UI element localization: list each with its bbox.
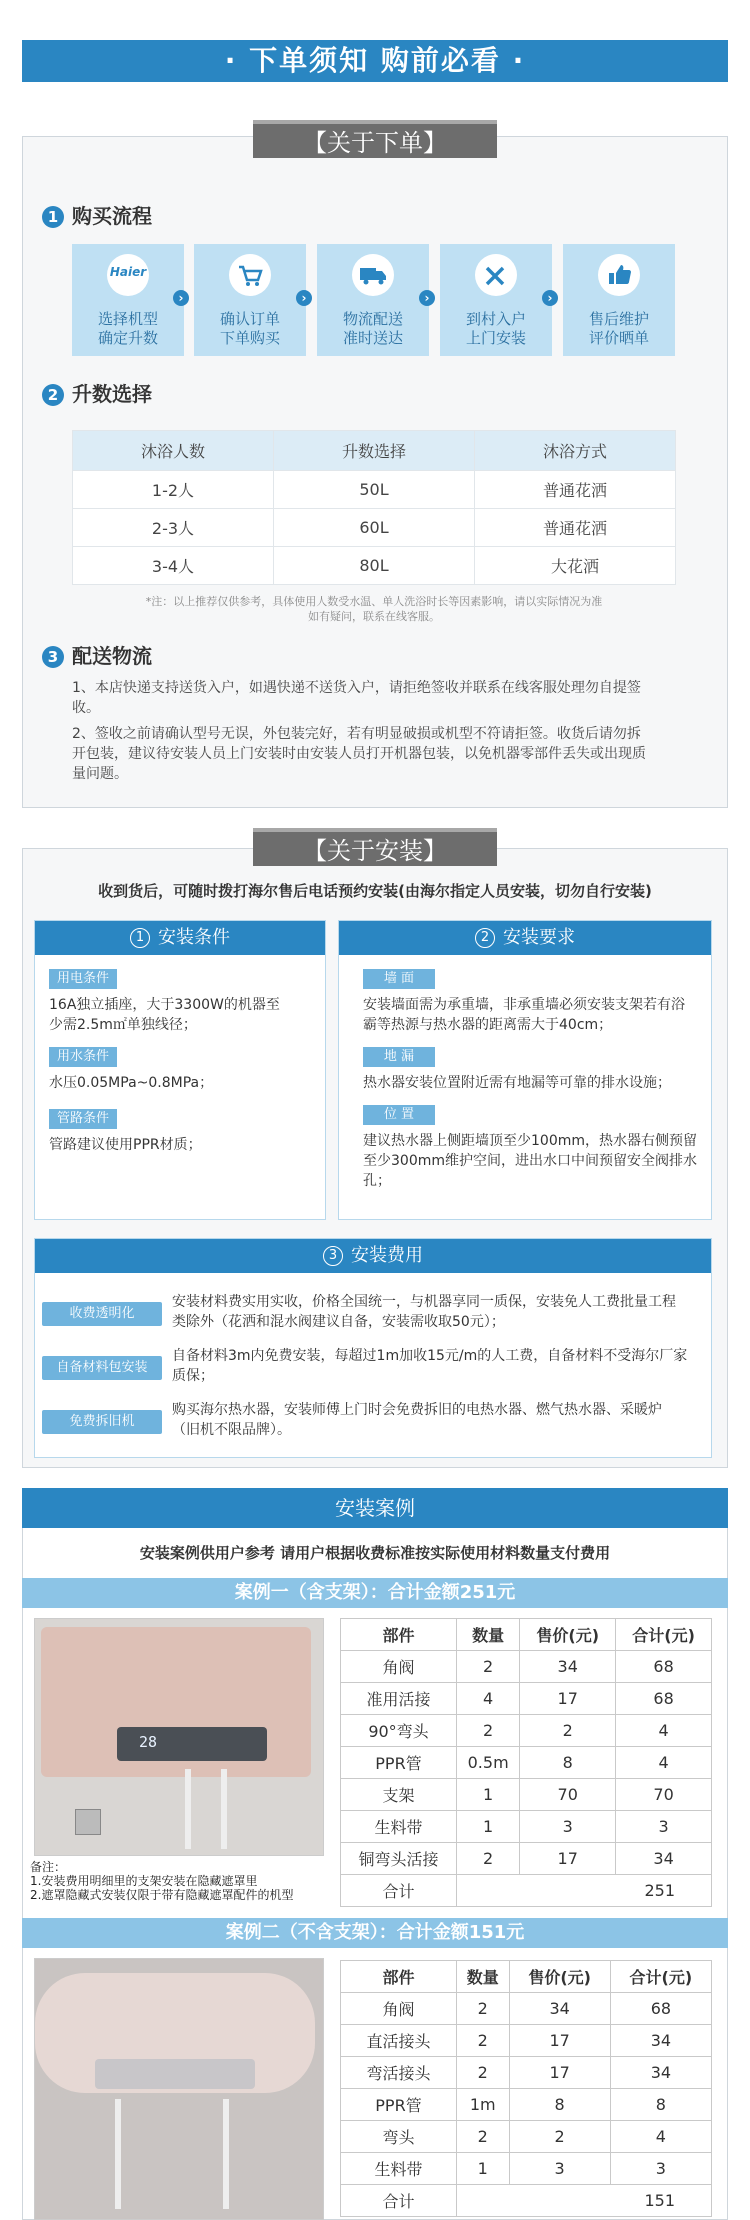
case2-title-bar: 案例二（不含支架）：合计金额151元 xyxy=(22,1918,728,1948)
chevron-right-icon: › xyxy=(419,290,435,306)
install-tab-title: 【关于安装】 xyxy=(253,828,497,866)
cases-lead: 安装案例供用户参考 请用户根据收费标准按实际使用材料数量支付费用 xyxy=(139,1544,611,1562)
step-label: 物流配送 xyxy=(342,310,403,328)
section-purchase-flow xyxy=(42,204,152,228)
fee-text: 购买海尔热水器，安装师傅上门时会免费拆旧的电热水器、燃气热水器、采暖炉（旧机不限品牌）。 xyxy=(172,1402,662,1438)
step-label: 到村入户 xyxy=(465,310,526,328)
table-cell: 2 xyxy=(457,2057,510,2089)
tools-icon xyxy=(475,254,517,296)
requirement-tag: 墙 面 xyxy=(363,969,435,989)
table-cell: 70 xyxy=(520,1779,616,1811)
chevron-right-icon: › xyxy=(173,290,189,306)
table-cell: PPR管 xyxy=(341,2089,457,2121)
table-row xyxy=(341,1779,712,1811)
section-number: 2 xyxy=(42,384,64,406)
total-value: 151 xyxy=(457,2185,712,2217)
section-number: 3 xyxy=(42,646,64,668)
table-cell: 3 xyxy=(509,2153,610,2185)
chevron-right-icon: › xyxy=(542,290,558,306)
haier-logo-text: Haier xyxy=(109,265,147,279)
requirement-text: 热水器安装位置附近需有地漏等可靠的排水设施； xyxy=(363,1075,671,1091)
table-row xyxy=(341,1747,712,1779)
total-row xyxy=(341,1875,712,1907)
fee-tag: 免费拆旧机 xyxy=(42,1410,162,1434)
column-header: 沐浴方式 xyxy=(475,431,676,471)
total-value: 251 xyxy=(457,1875,712,1907)
table-row xyxy=(341,2057,712,2089)
step-label: 确认订单 xyxy=(219,310,280,328)
card-header xyxy=(339,921,711,955)
table-header-row xyxy=(73,431,676,471)
table-cell: 2 xyxy=(457,2121,510,2153)
table-cell: 4 xyxy=(616,1747,712,1779)
section-title: 配送物流 xyxy=(72,644,152,668)
table-cell: 90°弯头 xyxy=(341,1715,457,1747)
table-cell: 4 xyxy=(616,1715,712,1747)
cart-icon xyxy=(229,254,271,296)
table-cell: 50L xyxy=(274,471,475,509)
card-header xyxy=(35,1239,711,1273)
table-row xyxy=(341,1715,712,1747)
table-cell: 1 xyxy=(457,1779,520,1811)
table-cell: 68 xyxy=(616,1651,712,1683)
case1-notes xyxy=(30,1860,340,1902)
section-delivery xyxy=(42,644,152,668)
install-requirements-card xyxy=(338,920,712,1220)
card-title: 安装要求 xyxy=(503,927,575,948)
delivery-text-2: 2、签收之前请确认型号无误，外包装完好，若有明显破损或机型不符请拒签。收货后请勿拆开包装，建议待安装人员上门安装时由安装人员打开机器包装，以免机器零部件丢失或出现质量问题。 xyxy=(72,726,646,782)
column-header: 部件 xyxy=(341,1619,457,1651)
table-cell: 大花洒 xyxy=(475,547,676,585)
step-label: 选择机型 xyxy=(97,310,158,328)
total-row xyxy=(341,2185,712,2217)
truck-icon xyxy=(352,254,394,296)
page-banner: · 下单须知 购前必看 · xyxy=(22,40,728,82)
table-cell: 1 xyxy=(457,1811,520,1843)
table-cell: 4 xyxy=(610,2121,711,2153)
section-number: 1 xyxy=(42,206,64,228)
table-cell: 2 xyxy=(457,1843,520,1875)
table-row xyxy=(73,547,676,585)
volume-note xyxy=(72,594,676,624)
table-row xyxy=(341,1993,712,2025)
card-number: 3 xyxy=(323,1246,343,1266)
card-title: 安装条件 xyxy=(158,927,230,948)
table-cell: 34 xyxy=(616,1843,712,1875)
table-cell: 60L xyxy=(274,509,475,547)
step-after-sales xyxy=(563,244,675,356)
table-cell: 8 xyxy=(520,1747,616,1779)
table-cell: 2 xyxy=(457,2025,510,2057)
column-header: 售价(元) xyxy=(509,1961,610,1993)
table-row xyxy=(341,1843,712,1875)
step-label: 上门安装 xyxy=(465,329,526,347)
table-cell: 17 xyxy=(509,2057,610,2089)
table-row xyxy=(341,2089,712,2121)
step-label: 准时送达 xyxy=(342,329,403,347)
table-cell: PPR管 xyxy=(341,1747,457,1779)
table-row xyxy=(341,2121,712,2153)
table-cell: 34 xyxy=(610,2025,711,2057)
table-cell: 4 xyxy=(457,1683,520,1715)
table-cell: 70 xyxy=(616,1779,712,1811)
column-header: 合计(元) xyxy=(616,1619,712,1651)
table-cell: 80L xyxy=(274,547,475,585)
note-line: 2.遮罩隐藏式安装仅限于带有隐藏遮罩配件的机型 xyxy=(30,1888,294,1902)
requirement-tag: 地 漏 xyxy=(363,1047,435,1067)
requirement-text: 安装墙面需为承重墙，非承重墙必须安装支架若有浴霸等热源与热水器的距离需大于40cm； xyxy=(363,997,685,1033)
table-cell: 8 xyxy=(610,2089,711,2121)
table-cell: 铜弯头活接 xyxy=(341,1843,457,1875)
requirement-text: 建议热水器上侧距墙顶至少100mm，热水器右侧预留至少300mm维护空间，进出水口中间预留安全阀排水孔； xyxy=(363,1133,697,1189)
condition-tag: 用电条件 xyxy=(49,969,117,989)
delivery-text-1: 1、本店快递支持送货入户，如遇快递不送货入户，请拒绝签收并联系在线客服处理勿自提签收。 xyxy=(72,680,641,716)
table-cell: 34 xyxy=(509,1993,610,2025)
table-row xyxy=(73,509,676,547)
table-cell: 68 xyxy=(616,1683,712,1715)
step-label: 下单购买 xyxy=(219,329,280,347)
table-cell: 1 xyxy=(457,2153,510,2185)
step-label: 确定升数 xyxy=(97,329,158,347)
table-header-row xyxy=(341,1961,712,1993)
column-header: 数量 xyxy=(457,1961,510,1993)
table-cell: 3-4人 xyxy=(73,547,274,585)
table-cell: 34 xyxy=(610,2057,711,2089)
section-volume-choice xyxy=(42,382,152,406)
table-cell: 生料带 xyxy=(341,2153,457,2185)
case2-parts-table xyxy=(340,1960,712,2217)
case1-title-bar: 案例一（含支架）：合计金额251元 xyxy=(22,1578,728,1608)
install-conditions-card xyxy=(34,920,326,1220)
card-number: 1 xyxy=(130,928,150,948)
step-label: 评价晒单 xyxy=(588,329,649,347)
step-logistics xyxy=(317,244,429,356)
table-cell: 17 xyxy=(509,2025,610,2057)
table-header-row xyxy=(341,1619,712,1651)
table-cell: 支架 xyxy=(341,1779,457,1811)
case1-heater-photo xyxy=(34,1618,324,1856)
table-cell: 0.5m xyxy=(457,1747,520,1779)
step-installation xyxy=(440,244,552,356)
fee-text: 自备材料3m内免费安装，每超过1m加收15元/m的人工费，自备材料不受海尔厂家质保； xyxy=(172,1348,688,1384)
volume-table xyxy=(72,430,676,585)
card-title: 安装费用 xyxy=(351,1245,423,1266)
table-cell: 角阀 xyxy=(341,1993,457,2025)
total-label: 合计 xyxy=(341,2185,457,2217)
note-line: 备注： xyxy=(30,1860,67,1874)
case1-parts-table xyxy=(340,1618,712,1907)
fee-tag: 自备材料包安装 xyxy=(42,1356,162,1380)
cases-title: 安装案例 xyxy=(22,1488,728,1528)
table-cell: 准用活接 xyxy=(341,1683,457,1715)
table-cell: 弯头 xyxy=(341,2121,457,2153)
note-line: 1.安装费用明细里的支架安装在隐藏遮罩里 xyxy=(30,1874,258,1888)
table-cell: 直活接头 xyxy=(341,2025,457,2057)
table-row xyxy=(341,2153,712,2185)
table-cell: 生料带 xyxy=(341,1811,457,1843)
table-cell: 普通花洒 xyxy=(475,471,676,509)
table-cell: 2 xyxy=(457,1993,510,2025)
thumbs-up-icon xyxy=(598,254,640,296)
column-header: 数量 xyxy=(457,1619,520,1651)
table-cell: 2 xyxy=(457,1651,520,1683)
requirement-tag: 位 置 xyxy=(363,1105,435,1125)
step-select-model xyxy=(72,244,184,356)
note-line: 如有疑问，联系在线客服。 xyxy=(308,610,440,623)
condition-text: 管路建议使用PPR材质； xyxy=(49,1137,202,1153)
note-line: *注：以上推荐仅供参考，具体使用人数受水温、单人洗浴时长等因素影响，请以实际情况为准 xyxy=(145,595,603,608)
column-header: 升数选择 xyxy=(274,431,475,471)
table-cell: 2 xyxy=(457,1715,520,1747)
card-number: 2 xyxy=(475,928,495,948)
column-header: 合计(元) xyxy=(610,1961,711,1993)
chevron-right-icon: › xyxy=(296,290,312,306)
table-row xyxy=(341,2025,712,2057)
heater-display-readout: 28 xyxy=(139,1733,158,1751)
fee-text: 安装材料费实用实收，价格全国统一，与机器享同一质保，安装免人工费批量工程类除外（花洒和混水阀建议自备，安装需收取50元）； xyxy=(172,1294,676,1330)
table-cell: 2-3人 xyxy=(73,509,274,547)
table-cell: 弯活接头 xyxy=(341,2057,457,2089)
order-tab-title: 【关于下单】 xyxy=(253,120,497,158)
table-cell: 3 xyxy=(610,2153,711,2185)
install-lead-text: 收到货后，可随时拨打海尔售后电话预约安装(由海尔指定人员安装，切勿自行安装) xyxy=(98,882,652,900)
table-cell: 17 xyxy=(520,1683,616,1715)
section-title: 购买流程 xyxy=(72,204,152,228)
table-cell: 1-2人 xyxy=(73,471,274,509)
table-cell: 3 xyxy=(520,1811,616,1843)
haier-logo-icon xyxy=(107,254,149,296)
column-header: 沐浴人数 xyxy=(73,431,274,471)
condition-text: 16A独立插座，大于3300W的机器至少需2.5m㎡单独线径； xyxy=(49,997,280,1033)
table-row xyxy=(341,1683,712,1715)
table-cell: 2 xyxy=(520,1715,616,1747)
table-row xyxy=(341,1811,712,1843)
table-cell: 17 xyxy=(520,1843,616,1875)
table-cell: 角阀 xyxy=(341,1651,457,1683)
column-header: 售价(元) xyxy=(520,1619,616,1651)
step-label: 售后维护 xyxy=(588,310,649,328)
fee-tag: 收费透明化 xyxy=(42,1302,162,1326)
step-confirm-order xyxy=(194,244,306,356)
table-cell: 34 xyxy=(520,1651,616,1683)
table-cell: 68 xyxy=(610,1993,711,2025)
column-header: 部件 xyxy=(341,1961,457,1993)
case2-heater-photo xyxy=(34,1958,324,2220)
table-cell: 3 xyxy=(616,1811,712,1843)
table-row xyxy=(341,1651,712,1683)
condition-tag: 管路条件 xyxy=(49,1109,117,1129)
condition-text: 水压0.05MPa~0.8MPa； xyxy=(49,1075,214,1091)
table-cell: 2 xyxy=(509,2121,610,2153)
table-cell: 1m xyxy=(457,2089,510,2121)
card-header xyxy=(35,921,325,955)
table-cell: 8 xyxy=(509,2089,610,2121)
table-row xyxy=(73,471,676,509)
table-cell: 普通花洒 xyxy=(475,509,676,547)
condition-tag: 用水条件 xyxy=(49,1047,117,1067)
section-title: 升数选择 xyxy=(72,382,152,406)
total-label: 合计 xyxy=(341,1875,457,1907)
